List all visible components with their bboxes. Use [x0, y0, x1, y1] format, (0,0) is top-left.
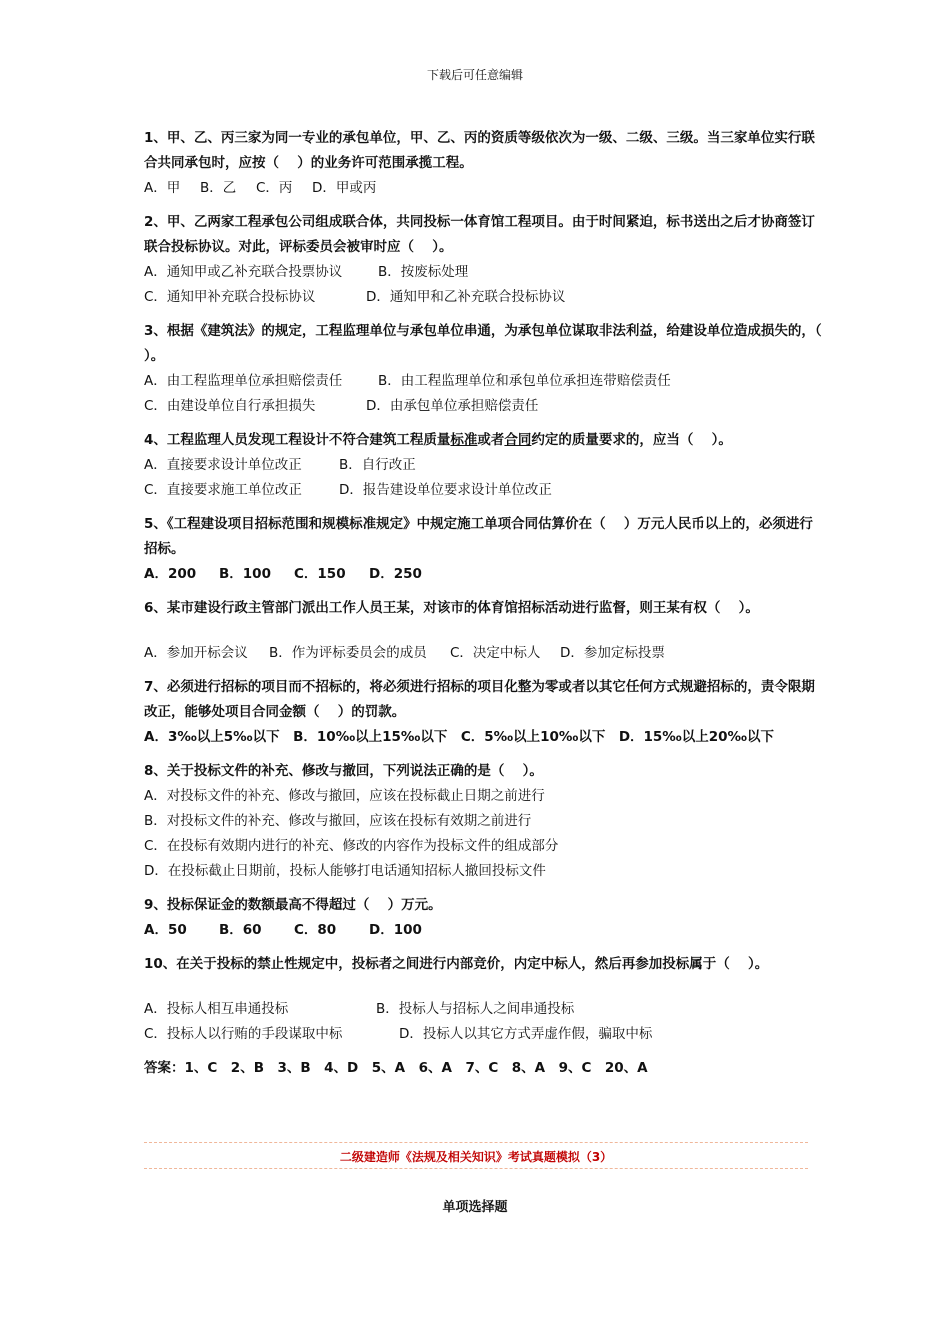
page-header: 下载后可任意编辑: [426, 68, 523, 82]
option-a: A．通知甲或乙补充联合投票协议: [144, 264, 343, 280]
question-text: 7、必须进行招标的项目而不招标的，将必须进行招标的项目化整为零或者以其它任何方式规避招标的，责令限期改正，能够处项目合同金额（ ）的罚款。: [144, 679, 815, 720]
option-b: B．100: [219, 566, 271, 582]
option-b: B．由工程监理单位和承包单位承担连带赔偿责任: [378, 373, 671, 389]
question-1: [144, 126, 824, 201]
question-text: 10、在关于投标的禁止性规定中，投标者之间进行内部竞价，内定中标人，然后再参加投标属于（ ）。: [144, 956, 769, 972]
option-a: A．直接要求设计单位改正: [144, 457, 302, 473]
options: [144, 176, 824, 201]
option-c: C．150: [294, 566, 346, 582]
divider-bottom: [144, 1168, 808, 1169]
option-d: D．由承包单位承担赔偿责任: [366, 398, 539, 414]
option-b: B．自行改正: [339, 457, 416, 473]
question-10: [144, 952, 824, 1047]
option-c: C．决定中标人: [450, 645, 541, 661]
option-c: C．通知甲补充联合投标协议: [144, 289, 316, 305]
question-3: [144, 319, 840, 419]
option-b: B．乙: [200, 180, 237, 196]
question-text: [144, 428, 824, 453]
divider-top: [144, 1142, 808, 1143]
question-text: 5、《工程建设项目招标范围和规模标准规定》中规定施工单项合同估算价在（ ）万元人民币以上的，必须进行招标。: [144, 516, 813, 557]
options: A．3‰以上5‰以下 B．10‰以上15‰以下 C．5‰以上10‰以下 D．15‰以上20‰以下: [144, 729, 774, 745]
option-a: A．由工程监理单位承担赔偿责任: [144, 373, 343, 389]
option-a: A．甲: [144, 180, 181, 196]
option-a: A．对投标文件的补充、修改与撤回，应该在投标截止日期之前进行: [144, 788, 545, 804]
option-b: B．作为评标委员会的成员: [269, 645, 427, 661]
section-title: 单项选择题: [442, 1200, 508, 1215]
link-standard[interactable]: 标准: [450, 432, 478, 448]
question-text: 8、关于投标文件的补充、修改与撤回，下列说法正确的是（ ）。: [144, 763, 543, 779]
question-8: [144, 759, 824, 884]
question-text: 1、甲、乙、丙三家为同一专业的承包单位，甲、乙、丙的资质等级依次为一级、二级、三级。当三家单位实行联合共同承包时，应按（ ）的业务许可范围承揽工程。: [144, 130, 815, 171]
option-d: D．报告建设单位要求设计单位改正: [339, 482, 552, 498]
option-c: C．直接要求施工单位改正: [144, 482, 302, 498]
question-text-part: 约定的质量要求的，应当（ ）。: [531, 432, 732, 448]
option-d: D．通知甲和乙补充联合投标协议: [366, 289, 566, 305]
option-d: D．参加定标投票: [560, 645, 665, 661]
question-4: [144, 428, 824, 503]
question-9: [144, 893, 824, 943]
option-c: C．由建设单位自行承担损失: [144, 398, 316, 414]
question-5: [144, 512, 824, 587]
question-6: [144, 596, 824, 666]
options: [144, 562, 824, 587]
options: [144, 918, 824, 943]
footer-title: 二级建造师《法规及相关知识》考试真题模拟（3）: [339, 1150, 613, 1164]
question-2: [144, 210, 824, 310]
options: [144, 453, 824, 503]
options: [144, 997, 824, 1047]
option-d: D．在投标截止日期前，投标人能够打电话通知招标人撤回投标文件: [144, 863, 546, 879]
option-d: D．甲或丙: [312, 180, 377, 196]
option-b: B．按废标处理: [378, 264, 469, 280]
options: [144, 641, 824, 666]
option-b: B．60: [219, 922, 262, 938]
option-d: D．投标人以其它方式弄虚作假，骗取中标: [399, 1026, 653, 1042]
option-c: C．80: [294, 922, 337, 938]
question-list: [144, 126, 840, 1081]
question-7: [144, 675, 824, 750]
option-b: B．对投标文件的补充、修改与撤回，应该在投标有效期之前进行: [144, 813, 532, 829]
option-d: D．100: [369, 922, 422, 938]
option-c: C．丙: [256, 180, 293, 196]
option-d: D．250: [369, 566, 422, 582]
option-c: C．投标人以行贿的手段谋取中标: [144, 1026, 343, 1042]
question-text: 6、某市建设行政主管部门派出工作人员王某，对该市的体育馆招标活动进行监督，则王某有权（ ）。: [144, 600, 759, 616]
options: [144, 260, 824, 310]
option-c: C．在投标有效期内进行的补充、修改的内容作为投标文件的组成部分: [144, 838, 559, 854]
question-text-part: 4、工程监理人员发现工程设计不符合建筑工程质量: [144, 432, 451, 448]
question-text: 2、甲、乙两家工程承包公司组成联合体，共同投标一体育馆工程项目。由于时间紧迫，标书送出之后才协商签订联合投标协议。对此，评标委员会被审时应（ ）。: [144, 214, 815, 255]
link-contract[interactable]: 合同: [504, 432, 532, 448]
options: [144, 784, 824, 884]
question-text: 9、投标保证金的数额最高不得超过（ ）万元。: [144, 897, 442, 913]
option-a: A．参加开标会议: [144, 645, 248, 661]
question-text: 3、根据《建筑法》的规定，工程监理单位与承包单位串通，为承包单位谋取非法利益，给建设单位造成损失的，（ ）。: [144, 323, 840, 364]
option-a: A．投标人相互串通投标: [144, 1001, 289, 1017]
option-a: A．200: [144, 566, 197, 582]
options: [144, 369, 824, 419]
answer-key: 答案：1、C 2、B 3、B 4、D 5、A 6、A 7、C 8、A 9、C 20、A: [144, 1060, 648, 1076]
option-b: B．投标人与招标人之间串通投标: [376, 1001, 575, 1017]
option-a: A．50: [144, 922, 187, 938]
question-text-part: 或者: [477, 432, 505, 448]
